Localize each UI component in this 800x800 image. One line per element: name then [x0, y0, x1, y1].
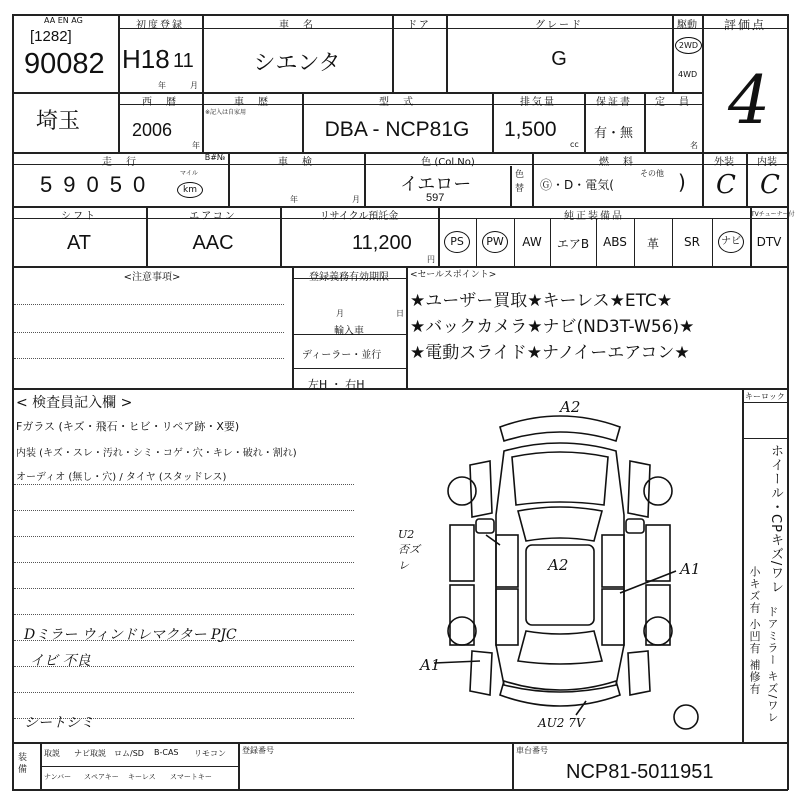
- rear-left-wheel: [448, 617, 476, 645]
- interior-label: 内装: [757, 157, 777, 168]
- rear-glass: [518, 631, 602, 664]
- import-type: ディーラー・並行: [302, 350, 382, 361]
- model-year-unit: 年: [192, 141, 200, 150]
- sales-point-1: ★ユーザー買取★キーレス★ETC★: [410, 291, 673, 311]
- footer-item-manual: 取説: [44, 749, 60, 758]
- side-note-damage: 小キズ有 小凹有 補修有: [748, 566, 761, 695]
- footer-item-keyless: キーレス: [128, 773, 156, 781]
- windshield: [518, 507, 602, 541]
- interior-line: 内装 (キズ・スレ・汚れ・シミ・コゲ・穴・キレ・破れ・割れ): [16, 448, 297, 459]
- import-label: 輸入車: [334, 326, 364, 337]
- reg-expiry-day: 日: [396, 309, 404, 318]
- score-label: 評価点: [723, 18, 766, 32]
- drive-label: 駆動: [677, 20, 697, 31]
- first-reg-month: 11: [173, 50, 194, 72]
- left-front-door: [496, 535, 518, 587]
- equip-aw: AW: [522, 235, 542, 249]
- mark-rear: AU2 7V: [538, 716, 585, 730]
- left-front-fender: [470, 461, 492, 517]
- left-mirror: [476, 519, 494, 533]
- right-front-door: [602, 535, 624, 587]
- year-unit: 年: [158, 81, 166, 90]
- right-mirror: [626, 519, 644, 533]
- recycle-label: リサイクル預託金: [319, 211, 399, 222]
- footer-items-row2: [44, 772, 238, 782]
- hood: [512, 452, 608, 505]
- caution-label: <注意事項>: [123, 272, 181, 283]
- model-year: 2006: [132, 120, 173, 140]
- warranty-label: 保証書: [596, 97, 632, 108]
- exterior-label: 外装: [714, 157, 734, 168]
- color-label: 色 (Col.No): [421, 157, 475, 168]
- equip-dtv: DTV: [756, 235, 782, 249]
- displacement: 1,500: [504, 118, 557, 141]
- fuel-close-paren: ): [678, 170, 686, 194]
- reg-expiry-label: 登録義務有効期限: [309, 272, 389, 283]
- door-label: ドア: [407, 20, 431, 31]
- region: 埼玉: [36, 109, 81, 134]
- mileage-unit-circled: km: [177, 182, 203, 198]
- chassis-label: 車台番号: [516, 746, 548, 755]
- side-note-wheel: ホイール・CPキズ/ワレ: [768, 444, 783, 595]
- key-lock-label: キーロック: [745, 392, 785, 401]
- equip-abs: ABS: [603, 235, 627, 249]
- history-label: 車 歴: [234, 97, 270, 108]
- shift-label: シフト: [61, 211, 97, 222]
- mileage-alt-unit: マイル: [180, 170, 198, 177]
- inspector-title: < 検査員記入欄 >: [16, 395, 133, 411]
- glass-line: Fガラス (キズ・飛石・ヒビ・リペア跡・X要): [16, 420, 240, 433]
- equipment-label: 純正装備品: [564, 211, 624, 222]
- handle-side: 左H ・ 右H: [308, 378, 365, 391]
- footer-item-remote: リモコン: [194, 749, 226, 758]
- side-note-mirror: ドアミラー キズ/ワレ: [766, 606, 779, 724]
- rear-bumper: [500, 681, 620, 706]
- equip-navi: ナビ: [718, 231, 744, 253]
- mark-right-door: A1: [680, 560, 701, 578]
- sales-point-2: ★バックカメラ★ナビ(ND3T-W56)★: [410, 317, 695, 337]
- mileage-label: 走 行: [102, 157, 138, 168]
- footer-item-rom-sd: ロム/SD: [114, 749, 144, 758]
- inspection-mark-label: B#№: [204, 153, 226, 162]
- lot-bracket: [1282]: [30, 28, 72, 45]
- equip-sr: SR: [684, 235, 700, 249]
- shaken-label: 車 検: [278, 157, 314, 168]
- audio-line: オーディオ (無し・穴) / タイヤ (スタッドレス): [16, 472, 227, 483]
- aircon-label: エアコン: [189, 211, 237, 222]
- handwritten-note-3: シートシミ: [24, 715, 94, 731]
- displacement-unit: cc: [570, 140, 579, 149]
- chassis-number: NCP81-5011951: [566, 761, 714, 783]
- footer-item-spare-key: スペアキー: [84, 773, 119, 781]
- yen-unit: 円: [427, 255, 435, 264]
- handwritten-note-2: イビ 不良: [30, 653, 91, 669]
- mark-front: A2: [560, 398, 581, 416]
- spare-wheel: [674, 705, 698, 729]
- type-label: 型 式: [379, 97, 415, 108]
- color-change-label: 色替: [515, 170, 525, 194]
- footer-item-bcas: B-CAS: [154, 748, 179, 757]
- first-reg-label: 初度登録: [136, 20, 184, 31]
- right-side-rear: [646, 585, 670, 645]
- left-side-front: [450, 525, 474, 581]
- left-rear-door: [496, 589, 518, 645]
- mark-left-slide: U2 否ズレ: [398, 528, 420, 572]
- footer-item-smart-key: スマートキー: [170, 773, 212, 781]
- footer-item-plate: ナンバー: [44, 773, 72, 781]
- right-side-front: [646, 525, 670, 581]
- equip-pw: PW: [482, 231, 508, 253]
- left-side-rear: [450, 585, 474, 645]
- left-rear-fender: [470, 651, 492, 695]
- top-code: AA EN AG: [44, 16, 83, 25]
- interior-grade: C: [760, 170, 780, 200]
- sales-points-label: <セールスポイント>: [410, 270, 497, 280]
- front-bumper: [500, 416, 620, 441]
- lot-number: 90082: [24, 48, 105, 80]
- footer-items-row1: [44, 748, 238, 759]
- drive-4wd: 4WD: [678, 70, 698, 79]
- navi-tuner-label: TVチューナー付: [751, 211, 795, 218]
- month-unit: 月: [190, 81, 198, 90]
- right-rear-fender: [628, 651, 650, 695]
- equip-airbag: エアB: [556, 237, 590, 251]
- color-no: 597: [426, 192, 445, 204]
- fuel-label: 燃 料: [599, 157, 635, 168]
- right-front-fender: [628, 461, 650, 517]
- footer-equip-label: 装備: [18, 753, 28, 775]
- displacement-label: 排気量: [520, 97, 556, 108]
- model-year-label: 西 暦: [142, 97, 178, 108]
- drive-2wd-circled: 2WD: [675, 37, 702, 54]
- color: イエロー: [400, 174, 472, 195]
- reg-number-label: 登録番号: [242, 746, 274, 755]
- mark-roof: A2: [548, 556, 569, 574]
- fuel-options: Ⓖ・D・電気(: [540, 178, 614, 192]
- car-name-label: 車 名: [279, 20, 315, 31]
- shaken-month-unit: 月: [352, 195, 360, 204]
- mileage: 59050: [40, 172, 157, 197]
- fuel-other: その他: [640, 169, 664, 178]
- footer-item-navi-manual: ナビ取説: [74, 749, 106, 758]
- mark-left-rear: A1: [420, 656, 441, 674]
- shift: AT: [66, 232, 92, 254]
- warranty: 有・無: [594, 126, 634, 141]
- sales-point-3: ★電動スライド★ナノイーエアコン★: [410, 343, 690, 363]
- rear-right-wheel: [644, 617, 672, 645]
- handwritten-note-1: Dミラー ウィンドレマクター PJC: [24, 627, 237, 643]
- capacity-unit: 名: [690, 141, 698, 150]
- reg-expiry-month: 月: [336, 309, 344, 318]
- model-type: DBA - NCP81G: [324, 118, 470, 141]
- car-name: シエンタ: [253, 50, 341, 75]
- history-note: ※記入は自家用: [205, 109, 247, 116]
- grade: G: [551, 48, 567, 70]
- score: 4: [728, 62, 770, 139]
- first-reg-era: H18: [122, 44, 170, 74]
- right-rear-door: [602, 589, 624, 645]
- exterior-grade: C: [716, 170, 736, 200]
- recycle-amount: 11,200: [352, 232, 412, 254]
- shaken-year-unit: 年: [290, 195, 298, 204]
- grade-label: グレード: [535, 20, 583, 31]
- aircon: AAC: [192, 232, 234, 254]
- capacity-label: 定 員: [655, 97, 691, 108]
- equip-leather: 革: [646, 237, 659, 251]
- equip-ps: PS: [444, 231, 470, 253]
